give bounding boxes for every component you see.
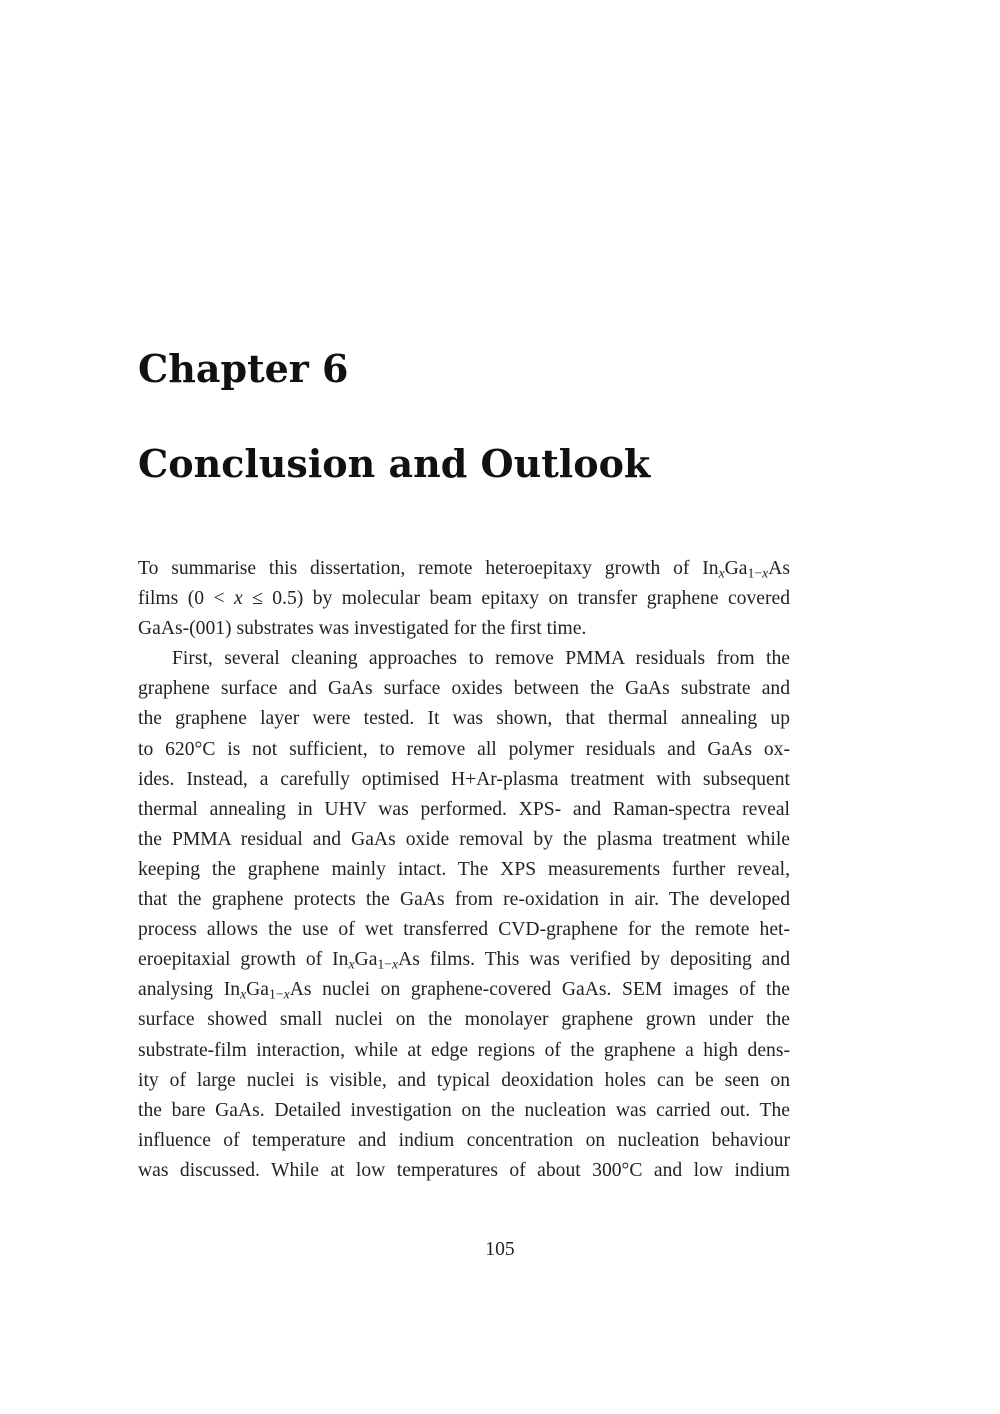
text-line: ides. Instead, a carefully optimised H+Ar-plasma treatment with subsequent [138,768,790,790]
text-line: process allows the use of wet transferred CVD-graphene for the remote het- [138,919,790,941]
text-line: that the graphene protects the GaAs from re-oxidation in air. The developed [138,889,790,911]
text-line: To summarise this dissertation, remote heteroepitaxy growth of $In_xGa_{1-x}As$ [138,558,790,581]
text-line: First, several cleaning approaches to remove PMMA residuals from the [172,648,790,670]
text-line: was discussed. While at low temperatures of about 300°C and low indium [138,1159,790,1181]
text-line: substrate-film interaction, while at edge regions of the graphene a high dens- [138,1039,790,1061]
text-line: analysing $In_xGa_{1-x}As$ nuclei on graphene-covered GaAs. SEM images of the [138,979,790,1002]
text-line: ity of large nuclei is visible, and typical deoxidation holes can be seen on [138,1069,790,1091]
text-line: the PMMA residual and GaAs oxide removal by the plasma treatment while [138,828,790,850]
chapter-label: Chapter 6 [138,346,349,391]
paragraph-cleaning [138,644,790,1186]
text-line: the graphene layer were tested. It was shown, that thermal annealing up [138,708,790,730]
chapter-title: Conclusion and Outlook [138,441,651,486]
text-line: keeping the graphene mainly intact. The XPS measurements further reveal, [138,858,790,880]
text-line: surface showed small nuclei on the monolayer graphene grown under the [138,1009,790,1031]
text-line: eroepitaxial growth of $In_xGa_{1-x}As$ films. This was verified by depositing and [138,949,791,972]
text-line: the bare GaAs. Detailed investigation on the nucleation was carried out. The [138,1099,790,1121]
body-text [138,554,790,1186]
text-line: to 620°C is not sufficient, to remove all polymer residuals and GaAs ox- [138,738,790,760]
paragraph-summary [138,554,790,644]
text-line: graphene surface and GaAs surface oxides between the GaAs substrate and [138,678,790,700]
text-line: influence of temperature and indium concentration on nucleation behaviour [138,1129,790,1151]
text-line: GaAs-(001) substrates was investigated for the first time. [138,618,587,640]
page-number: 105 [485,1239,515,1260]
text-line: films (0 < x ≤ 0.5) by molecular beam epitaxy on transfer graphene covered [138,588,790,610]
text-line: thermal annealing in UHV was performed. XPS- and Raman-spectra reveal [138,798,790,820]
